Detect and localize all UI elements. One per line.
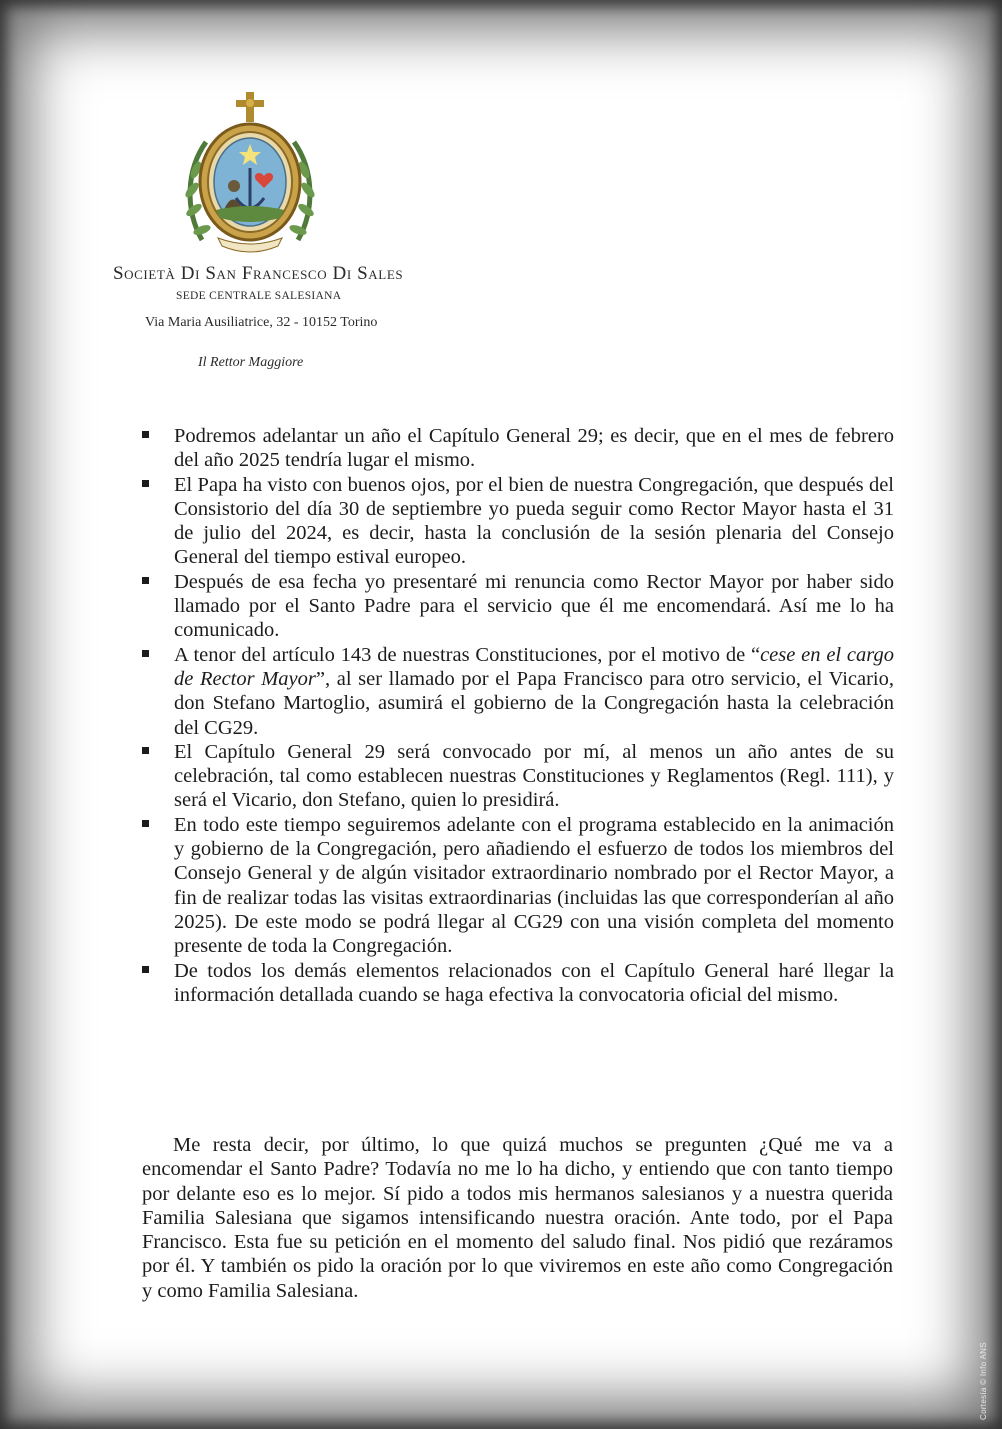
- list-item-text: El Papa ha visto con buenos ojos, por el bien de nuestra Congregación, que después del Consistorio del día 30 de septiembre yo pueda seguir como Rector Mayor hasta el 31 de julio del 2024, es decir, hasta la conclusión de la sesión plenaria del Consejo General del tiempo estival europeo.: [174, 473, 894, 569]
- list-item-text: En todo este tiempo seguiremos adelante con el programa establecido en la animación y gobierno de la Congregación, pero añadiendo el esfuerzo de todos los miembros del Consejo General y de algún visitador extraordinario nombrado por el Rector Mayor, a fin de realizar todas las visitas extraordinarias (incluidas las que corresponderían al año 2025). De este modo se podrá llegar al CG29 con una visión completa del momento presente de toda la Congregación.: [174, 813, 894, 958]
- bullet-square-icon: [142, 577, 149, 584]
- author-role: Il Rettor Maggiore: [198, 355, 304, 370]
- list-item: [140, 473, 894, 570]
- list-item: [140, 643, 894, 740]
- list-item-text: A tenor del artículo 143 de nuestras Constituciones, por el motivo de “cese en el cargo de Rector Mayor”, al ser llamado por el Papa Francisco para otro servicio, el Vicario, don Stefano Martoglio, asumirá el gobierno de la Congregación hasta la celebración del CG29.: [174, 643, 894, 739]
- closing-paragraph: Me resta decir, por último, lo que quizá muchos se pregunten ¿Qué me va a encomendar el Santo Padre? Todavía no me lo ha dicho, y entiendo que con tanto tiempo por delante eso es lo mejor. Sí pido a todos mis hermanos salesianos y a nuestra querida Familia Salesiana que sigamos intensificando nuestra oración. Ante todo, por el Papa Francisco. Esta fue su petición en el momento del saludo final. Nos pidió que rezáramos por él. Y también os pido la oración por lo que viviremos en este año como Congregación y como Familia Salesiana.: [142, 1134, 893, 1302]
- announcement-list: [140, 424, 894, 1007]
- list-item: [140, 740, 894, 813]
- list-item: [140, 424, 894, 473]
- list-item-text: El Capítulo General 29 será convocado por mí, al menos un año antes de su celebración, tal como establecen nuestras Constituciones y Reglamentos (Regl. 111), y será el Vicario, don Stefano, quien lo presidirá.: [174, 740, 894, 812]
- organization-subtitle: SEDE CENTRALE SALESIANA: [176, 290, 342, 302]
- bullet-square-icon: [142, 480, 149, 487]
- list-item-text: Podremos adelantar un año el Capítulo General 29; es decir, que en el mes de febrero del año 2025 tendría lugar el mismo.: [174, 425, 894, 472]
- bullet-square-icon: [142, 650, 149, 657]
- bullet-square-icon: [142, 966, 149, 973]
- list-item: [140, 813, 894, 959]
- photo-credit: Cortesía © Info ANS: [979, 1342, 988, 1420]
- list-item: [140, 570, 894, 643]
- salesian-coat-of-arms-icon: [180, 90, 320, 262]
- list-item-text: Después de esa fecha yo presentaré mi renuncia como Rector Mayor por haber sido llamado por el Santo Padre para el servicio que él me encomendará. Así me lo ha comunicado.: [174, 570, 894, 642]
- organization-name: Società Di San Francesco Di Sales: [113, 263, 404, 284]
- bullet-square-icon: [142, 820, 149, 827]
- organization-address: Via Maria Ausiliatrice, 32 - 10152 Torino: [145, 315, 378, 330]
- list-item: [140, 959, 894, 1008]
- bullet-square-icon: [142, 431, 149, 438]
- list-item-text: De todos los demás elementos relacionados con el Capítulo General haré llegar la información detallada cuando se haga efectiva la convocatoria oficial del mismo.: [174, 959, 894, 1006]
- bullet-square-icon: [142, 747, 149, 754]
